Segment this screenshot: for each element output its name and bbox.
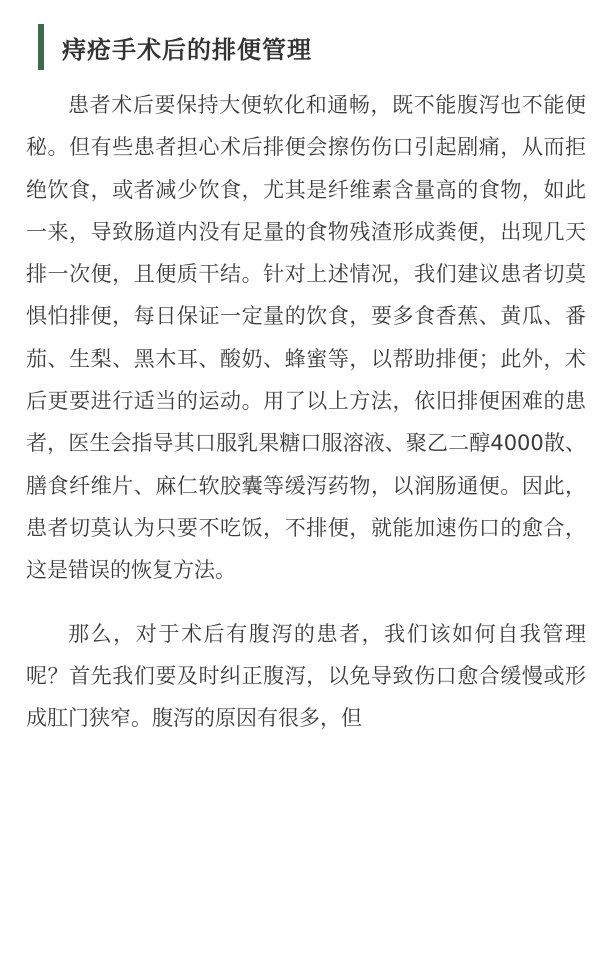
paragraph-bowel-movement-advice: 患者术后要保持大便软化和通畅，既不能腹泻也不能便秘。但有些患者担心术后排便会擦伤伤口引起剧痛，从而拒绝饮食，或者减少饮食，尤其是纤维素含量高的食物，如此一来，导致肠道内没有足量的食物残渣形成粪便，出现几天排一次便，且便质干结。针对上述情况，我们建议患者切莫惧怕排便，每日保证一定量的饮食，要多食香蕉、黄瓜、番茄、生梨、黑木耳、酸奶、蜂蜜等，以帮助排便；此外，术后更要进行适当的运动。用了以上方法，依旧排便困难的患者，医生会指导其口服乳果糖口服溶液、聚乙二醇4000散、膳食纤维片、麻仁软胶囊等缓泻药物，以润肠通便。因此，患者切莫认为只要不吃饭，不排便，就能加速伤口的愈合，这是错误的恢复方法。 bbox=[26, 93, 586, 583]
article-body bbox=[26, 84, 586, 739]
paragraph-diarrhea-management: 那么，对于术后有腹泻的患者，我们该如何自我管理呢？首先我们要及时纠正腹泻，以免导致伤口愈合缓慢或形成肛门狭窄。腹泻的原因有很多，但 bbox=[26, 621, 586, 731]
heading-accent-bar bbox=[38, 24, 44, 70]
page-title: 痔疮手术后的排便管理 bbox=[62, 35, 312, 64]
section-heading bbox=[38, 24, 312, 70]
